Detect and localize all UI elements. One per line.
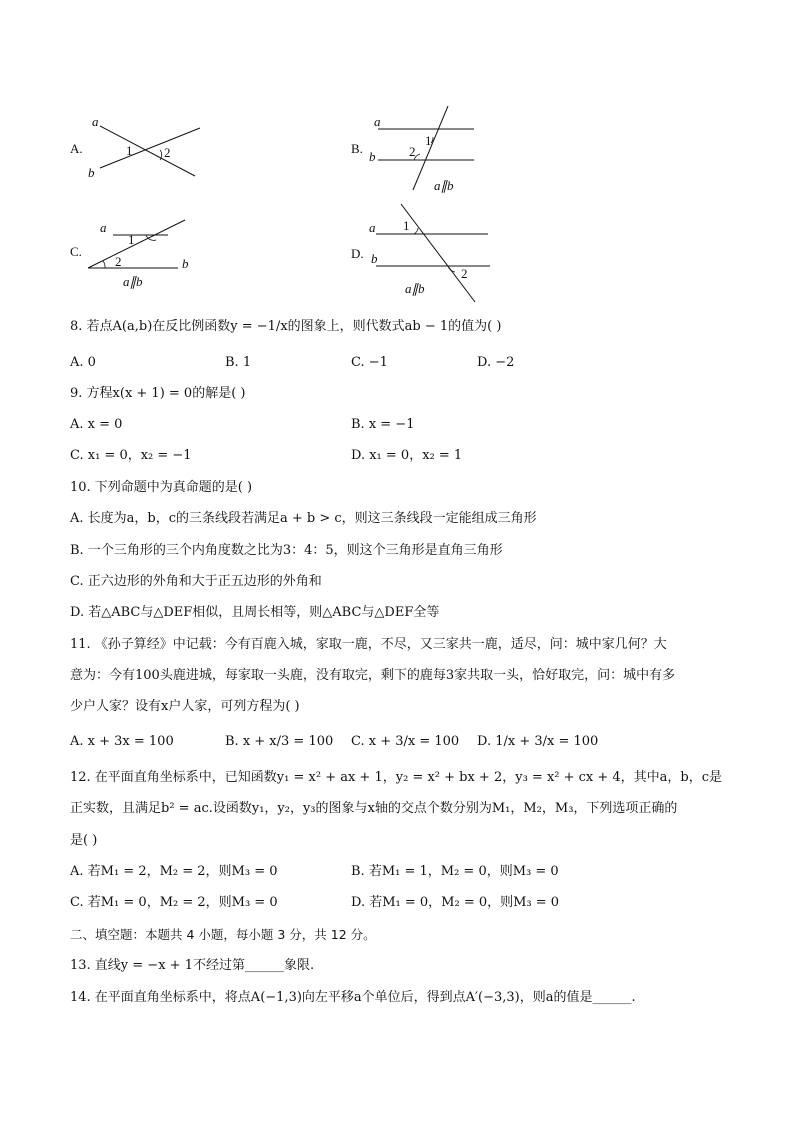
section-2-heading: 二、填空题：本题共 4 小题，每小题 3 分，共 12 分。 — [70, 927, 376, 942]
angle-arc — [146, 235, 156, 240]
question-8-stem: 8. 若点A(a,b)在反比例函数y = −1/x的图象上，则代数式ab − 1的值为( ) — [70, 319, 502, 334]
angle-1-label: 1 — [128, 232, 135, 247]
question-12-option-a: A. 若M₁ = 2，M₂ = 2，则M₃ = 0 — [70, 864, 278, 879]
parallel-caption: a∥b — [123, 274, 143, 289]
question-11-option-d: D. 1/x + 3/x = 100 — [477, 734, 599, 749]
label-a: a — [374, 114, 381, 129]
question-11-line-1: 11. 《孙子算经》中记载：今有百鹿入城，家取一鹿，不尽，又三家共一鹿，适尽，问：城中家几何？大 — [70, 637, 667, 652]
question-11-option-b: B. x + x/3 = 100 — [225, 734, 334, 749]
question-14: 14. 在平面直角坐标系中，将点A(−1,3)向左平移a个单位后，得到点A′(−3,3)，则a的值是______. — [70, 990, 636, 1005]
question-11-option-c: C. x + 3/x = 100 — [351, 734, 460, 749]
figure-b — [351, 106, 474, 193]
angle-1-label: 1 — [425, 133, 432, 148]
angle-arc — [103, 261, 105, 268]
label-a: a — [92, 114, 99, 129]
figure-d — [351, 204, 490, 302]
angle-1-label: 1 — [403, 218, 410, 233]
angle-2-label: 2 — [409, 144, 416, 159]
figure-a — [70, 114, 200, 180]
label-b: b — [88, 165, 95, 180]
question-12-option-b: B. 若M₁ = 1，M₂ = 0，则M₃ = 0 — [351, 864, 559, 879]
question-11-line-3: 少户人家？设有x户人家，可列方程为( ) — [70, 699, 300, 714]
question-10-stem: 10. 下列命题中为真命题的是( ) — [70, 480, 253, 495]
angle-1-label: 1 — [126, 143, 133, 158]
angle-2-label: 2 — [115, 254, 122, 269]
question-9-option-b: B. x = −1 — [351, 417, 415, 432]
question-9-option-d: D. x₁ = 0，x₂ = 1 — [351, 448, 463, 463]
question-8-option-c: C. −1 — [351, 355, 388, 370]
question-13: 13. 直线y = −x + 1不经过第______象限. — [70, 958, 315, 973]
angle-2-label: 2 — [164, 145, 171, 160]
question-8-option-b: B. 1 — [225, 355, 252, 370]
question-8-option-d: D. −2 — [477, 355, 515, 370]
angle-2-label: 2 — [461, 266, 468, 281]
question-11-line-2: 意为：今有100头鹿进城，每家取一头鹿，没有取完，剩下的鹿每3家共取一头，恰好取完，问：城中有多 — [70, 668, 676, 683]
label-b: b — [369, 149, 376, 164]
question-12-line-3: 是( ) — [70, 833, 98, 848]
label-b: b — [371, 251, 378, 266]
question-10-option-a: A. 长度为a，b，c的三条线段若满足a + b > c，则这三条线段一定能组成三角形 — [70, 511, 537, 526]
line-a — [100, 126, 195, 176]
label-b: b — [182, 256, 189, 271]
question-10-option-d: D. 若△ABC与△DEF相似，且周长相等，则△ABC与△DEF全等 — [70, 605, 440, 620]
figure-b-option-label: B. — [351, 141, 363, 156]
question-10-option-c: C. 正六边形的外角和大于正五边形的外角和 — [70, 574, 322, 589]
parallel-caption: a∥b — [405, 281, 425, 296]
question-12-option-d: D. 若M₁ = 0，M₂ = 0，则M₃ = 0 — [351, 895, 560, 910]
label-a: a — [100, 220, 107, 235]
question-11-option-a: A. x + 3x = 100 — [70, 734, 174, 749]
question-9-option-c: C. x₁ = 0，x₂ = −1 — [70, 448, 192, 463]
question-12-line-1: 12. 在平面直角坐标系中，已知函数y₁ = x² + ax + 1，y₂ = x² + bx + 2，y₃ = x² + cx + 4，其中a，b，c是 — [70, 770, 723, 785]
question-9-option-a: A. x = 0 — [70, 417, 123, 432]
question-12-line-2: 正实数，且满足b² = ac.设函数y₁，y₂，y₃的图象与x轴的交点个数分别为M₁，M₂，M₃，下列选项正确的 — [70, 801, 678, 816]
question-8-option-a: A. 0 — [70, 355, 96, 370]
question-9-stem: 9. 方程x(x + 1) = 0的解是( ) — [70, 386, 246, 401]
angle-arc — [414, 228, 418, 234]
parallel-caption: a∥b — [434, 178, 454, 193]
label-a: a — [369, 220, 376, 235]
question-12-option-c: C. 若M₁ = 0，M₂ = 2，则M₃ = 0 — [70, 895, 278, 910]
figure-options-area — [0, 0, 794, 320]
figure-c — [70, 220, 189, 289]
question-10-option-b: B. 一个三角形的三个内角度数之比为3：4：5，则这个三角形是直角三角形 — [70, 543, 503, 558]
figure-a-option-label: A. — [70, 141, 83, 156]
figure-c-option-label: C. — [70, 244, 82, 259]
figure-d-option-label: D. — [351, 246, 364, 261]
